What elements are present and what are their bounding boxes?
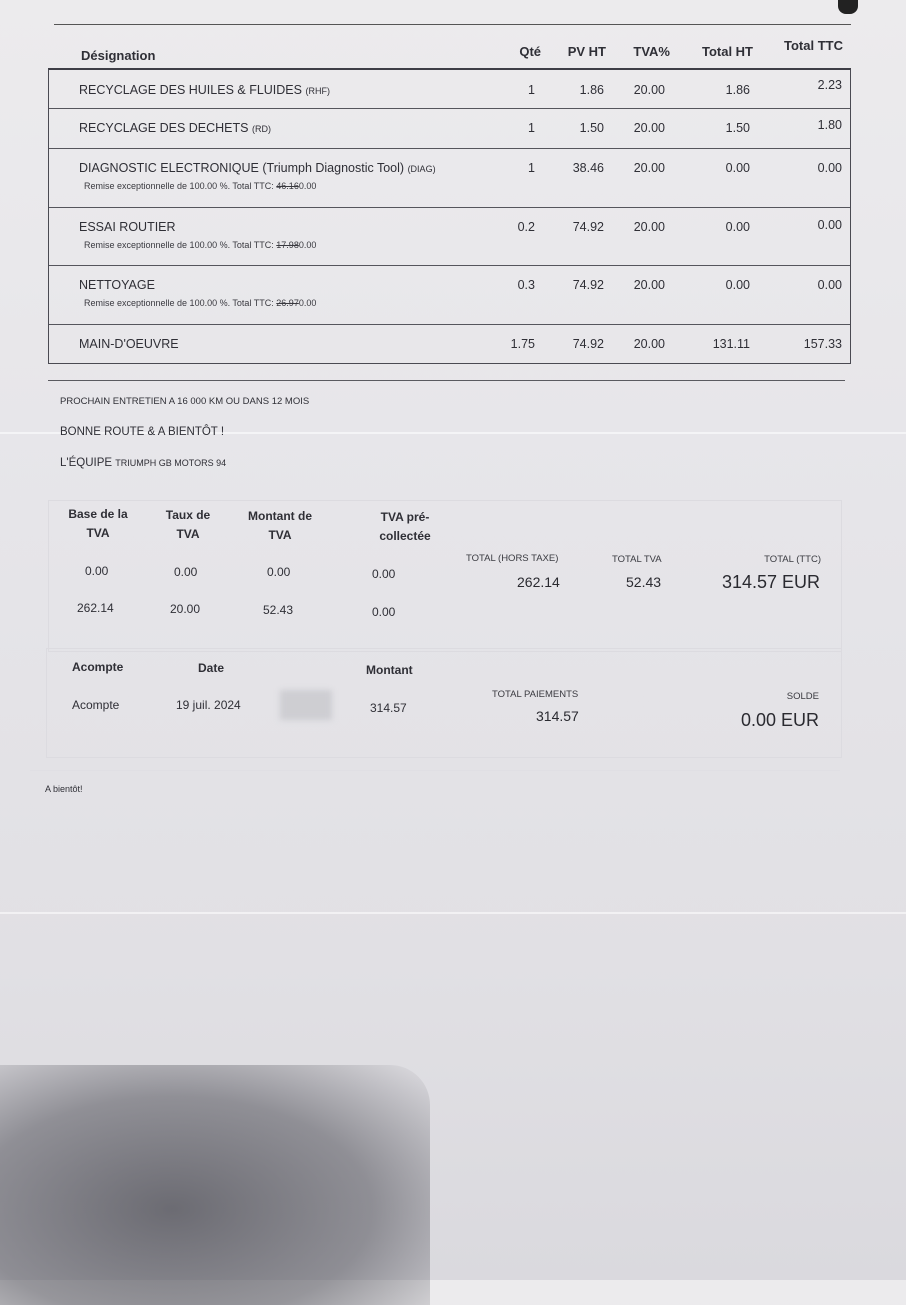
solde-value: 0.00 EUR [740,710,819,730]
row-total-ttc: 0.00 [817,218,842,232]
row-discount: Remise exceptionnelle de 100.00 %. Total TTC: 17.980.00 [84,240,317,250]
payment-header-montant: Montant [366,663,413,677]
row-total-ttc: 0.00 [817,278,842,292]
row-designation: RECYCLAGE DES DECHETS (RD) [79,121,271,135]
table-row [49,108,850,149]
row-tva: 20.00 [633,337,665,351]
row-tva: 20.00 [633,278,665,292]
vat-header-base: Base de la TVA [68,507,128,540]
vat-header-montant: Montant de TVA [248,509,312,542]
vat-header-taux: Taux de TVA [165,508,211,541]
paper-fold [0,912,906,914]
row-designation: RECYCLAGE DES HUILES & FLUIDES (RHF) [79,83,330,97]
row-tva: 20.00 [633,121,665,135]
row-qte: 1.75 [510,337,535,351]
solde-label: SOLDE [786,691,819,702]
row-pv-ht: 74.92 [572,278,604,292]
row-discount: Remise exceptionnelle de 100.00 %. Total TTC: 46.160.00 [84,181,317,191]
row-total-ht: 0.00 [725,278,750,292]
vat-cell-base: 262.14 [77,601,114,615]
row-pv-ht: 74.92 [572,220,604,234]
payment-cell-acompte: Acompte [72,698,120,712]
row-qte: 0.2 [517,220,535,234]
row-tva: 20.00 [633,83,665,97]
row-pv-ht: 1.86 [579,83,604,97]
vat-cell-pre: 0.00 [372,567,396,581]
row-qte: 1 [528,121,535,135]
payments-section [46,648,842,758]
row-designation: MAIN-D'OEUVRE [79,337,179,351]
table-row [49,148,850,208]
row-total-ttc: 1.80 [817,118,842,132]
table-row [49,70,850,109]
table-row [49,265,850,325]
total-tva-label: TOTAL TVA [612,554,662,565]
payment-header-date: Date [198,661,225,675]
total-tva-value: 52.43 [626,574,662,590]
row-pv-ht: 74.92 [572,337,604,351]
corner-mark [838,0,858,14]
row-designation: DIAGNOSTIC ELECTRONIQUE (Triumph Diagnostic Tool) (DIAG) [79,161,436,175]
row-qte: 1 [528,161,535,175]
footer-divider [30,770,840,783]
table-row [49,207,850,266]
total-payments-label: TOTAL PAIEMENTS [492,689,579,700]
row-tva: 20.00 [633,161,665,175]
header-designation: Désignation [81,48,156,63]
total-ht-label: TOTAL (HORS TAXE) [466,553,559,564]
total-ht-value: 262.14 [517,574,560,590]
header-qte: Qté [519,44,541,59]
row-qte: 1 [528,83,535,97]
row-discount: Remise exceptionnelle de 100.00 %. Total TTC: 26.970.00 [84,298,317,308]
vat-header-pre-collectee: TVA pré- collectée [379,510,431,543]
next-service-note: PROCHAIN ENTRETIEN A 16 000 KM OU DANS 12 MOIS [60,396,310,407]
team-signature: L'ÉQUIPE TRIUMPH GB MOTORS 94 [60,457,227,469]
row-total-ttc: 2.23 [817,78,842,92]
payment-cell-date: 19 juil. 2024 [176,698,241,712]
vat-cell-base: 0.00 [85,564,109,578]
row-total-ht: 1.86 [725,83,750,97]
vat-cell-taux: 0.00 [174,565,198,579]
photo-shadow [0,1065,430,1305]
footer-text: A bientôt! [45,784,83,794]
vat-cell-pre: 0.00 [372,605,396,619]
payment-header-acompte: Acompte [72,660,124,674]
total-ttc-label: TOTAL (TTC) [764,554,821,565]
row-total-ttc: 0.00 [817,161,842,175]
row-total-ht: 131.11 [712,337,750,351]
vat-cell-montant: 0.00 [267,565,291,579]
row-total-ttc: 157.33 [803,337,842,351]
redacted-area [280,690,332,720]
row-pv-ht: 38.46 [572,161,604,175]
row-qte: 0.3 [517,278,535,292]
header-pv-ht: PV HT [567,44,606,59]
vat-cell-montant: 52.43 [263,603,294,617]
header-tva-pct: TVA% [633,44,670,59]
row-designation: NETTOYAGE [79,278,155,292]
row-pv-ht: 1.50 [579,121,604,135]
row-total-ht: 0.00 [725,220,750,234]
table-header [48,34,851,68]
row-total-ht: 0.00 [725,161,750,175]
table-row [49,324,850,363]
header-total-ttc: Total TTC [784,38,843,53]
row-tva: 20.00 [633,220,665,234]
greeting-note: BONNE ROUTE & A BIENTÔT ! [60,426,225,438]
table-top-rule [54,24,851,25]
table-body [48,68,851,364]
row-total-ht: 1.50 [725,121,750,135]
total-ttc-value: 314.57 EUR [721,572,820,592]
header-total-ht: Total HT [701,44,753,59]
row-designation: ESSAI ROUTIER [79,220,176,234]
vat-cell-taux: 20.00 [170,602,201,616]
payment-cell-montant: 314.57 [370,701,407,715]
section-divider [48,380,845,381]
total-payments-value: 314.57 [536,708,579,724]
